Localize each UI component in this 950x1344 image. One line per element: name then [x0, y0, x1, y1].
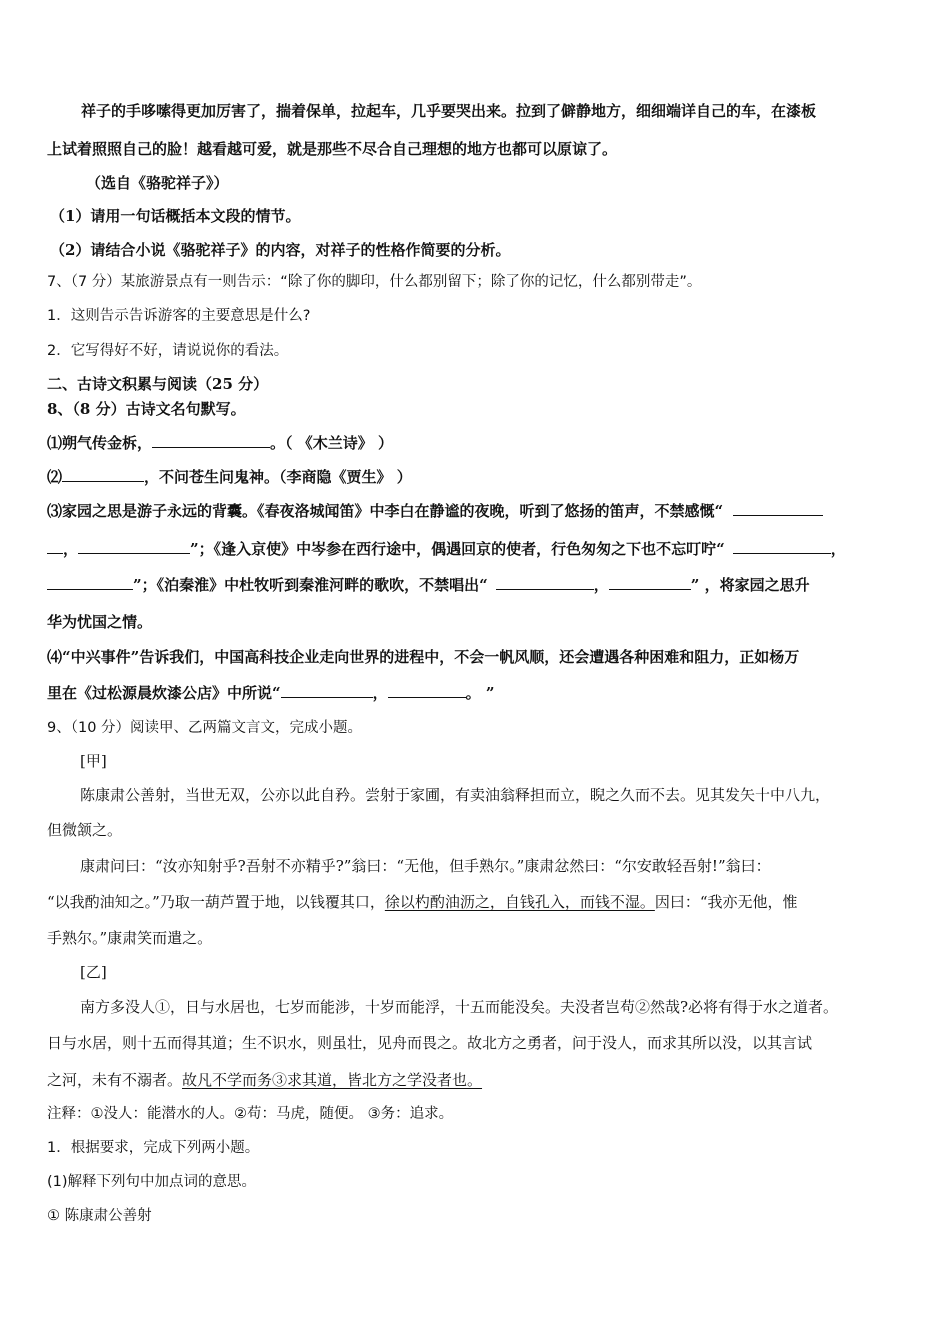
- q7-stem: 7、（7 分）某旅游景点有一则告示：“除了你的脚印，什么都别留下；除了你的记忆，什么都别带走”。: [47, 274, 702, 290]
- q8-p3-l1: ⑶家园之思是游子永远的背囊。《春夜洛城闻笛》中李白在静谧的夜晚，听到了悠扬的笛声，不禁感慨“: [47, 502, 724, 520]
- blank-6[interactable]: [47, 575, 133, 590]
- q7-item2: 2．它写得好不好，请说说你的看法。: [47, 343, 289, 359]
- q8-p3-l3a: ”；《泊秦淮》中杜牧听到秦淮河畔的歌吹，不禁唱出“: [133, 576, 488, 594]
- q8-p4-line2: [47, 683, 907, 703]
- q8-p3-l2c: ，: [830, 540, 846, 558]
- q9-yi-l2: 日与水居，则十五而得其道；生不识水，则虽壮，见舟而畏之。故北方之勇者，问于没人，而求其所以没，以其言试: [47, 1034, 813, 1052]
- q8-p3-l3b: ，: [593, 576, 609, 594]
- q8-p1-b: 。（ 《木兰诗》 ）: [270, 434, 393, 452]
- q9-jia-underlined: 徐以杓酌油沥之，自钱孔入，而钱不湿。: [384, 893, 655, 911]
- blank-1[interactable]: [152, 433, 270, 448]
- q6-sub1: （1）请用一句话概括本文段的情节。: [50, 207, 301, 225]
- q9-yi-l3: [47, 1070, 907, 1090]
- q9-yi-underlined: 故凡不学而务③求其道，皆北方之学没者也。: [182, 1071, 483, 1089]
- blank-2[interactable]: [62, 467, 144, 482]
- q9-jia-l2: 但微颔之。: [47, 821, 123, 839]
- q8-p3-l2b: ”；《逢入京使》中岑参在西行途中，偶遇回京的使者，行色匆匆之下也不忘叮咛“: [190, 540, 725, 558]
- section2-heading: 二、古诗文积累与阅读（25 分）: [47, 375, 269, 393]
- blank-10[interactable]: [388, 683, 466, 698]
- q9-yi-l3a: 之河，未有不溺者。: [47, 1071, 183, 1089]
- q9-jia-l4b: 因曰：“我亦无他，惟: [654, 893, 798, 911]
- q8-p3-l3c: ” ，将家园之思升: [690, 576, 810, 594]
- q8-p4-line1: ⑷“中兴事件”告诉我们，中国高科技企业走向世界的进程中，不会一帆风顺，还会遭遇各种困难和阻力，正如杨万: [47, 648, 800, 666]
- q9-q1-1-a: ① 陈康肃公善射: [47, 1208, 152, 1224]
- q9-yi-label: [乙]: [80, 963, 107, 981]
- q9-q1: 1．根据要求，完成下列两小题。: [47, 1140, 260, 1156]
- blank-9[interactable]: [281, 683, 373, 698]
- q9-q1-1: (1)解释下列句中加点词的意思。: [47, 1174, 257, 1190]
- q9-jia-l4a: “以我酌油知之。”乃取一葫芦置于地，以钱覆其口，: [47, 893, 385, 911]
- blank-3b[interactable]: [47, 539, 63, 554]
- q8-p4-l2c: 。 ”: [465, 684, 495, 702]
- blank-7[interactable]: [496, 575, 594, 590]
- passage-line-2: 上试着照照自己的脸！越看越可爱，就是那些不尽合自己理想的地方也都可以原谅了。: [47, 140, 618, 158]
- blank-4[interactable]: [78, 539, 190, 554]
- blank-5[interactable]: [733, 539, 831, 554]
- q8-p4-l2b: ，: [372, 684, 388, 702]
- passage-line-1: 祥子的手哆嗦得更加厉害了，揣着保单，拉起车，几乎要哭出来。拉到了僻静地方，细细端详自己的车，在漆板: [81, 102, 817, 120]
- q9-jia-l1: 陈康肃公善射，当世无双，公亦以此自矜。尝射于家圃，有卖油翁释担而立，睨之久而不去。见其发矢十中八九，: [80, 786, 831, 804]
- q8-p3-line4: 华为忧国之情。: [47, 613, 153, 631]
- q6-sub2: （2）请结合小说《骆驼祥子》的内容，对祥子的性格作简要的分析。: [50, 241, 511, 259]
- passage-source: （选自《骆驼祥子》）: [86, 174, 229, 192]
- q8-p2-b: ，不问苍生问鬼神。（李商隐《贾生》 ）: [144, 468, 412, 486]
- blank-8[interactable]: [609, 575, 691, 590]
- q8-p2-a: ⑵: [47, 468, 63, 486]
- q9-yi-l1: 南方多没人①，日与水居也，七岁而能涉，十岁而能浮，十五而能没矣。夫没者岂苟②然哉?必将有得于水之道者。: [80, 998, 839, 1016]
- q9-note: 注释：①没人：能潜水的人。②苟：马虎，随便。 ③务：追求。: [47, 1106, 454, 1122]
- q8-stem-text: 8、（8 分）古诗文名句默写。: [47, 400, 246, 418]
- q8-p3-line3: [47, 575, 907, 595]
- q7-item1: 1．这则告示告诉游客的主要意思是什么?: [47, 308, 311, 324]
- q8-p1: [47, 433, 907, 453]
- q9-jia-l3: 康肃问曰：“汝亦知射乎?吾射不亦精乎?”翁曰：“无他，但手熟尔。”康肃忿然曰：“尔安敢轻吾射!”翁曰：: [80, 857, 771, 875]
- q9-stem: 9、（10 分）阅读甲、乙两篇文言文，完成小题。: [47, 720, 363, 736]
- q8-p1-a: ⑴朔气传金柝，: [47, 434, 153, 452]
- q8-stem: [47, 399, 907, 419]
- q8-p2: [47, 467, 907, 487]
- q9-jia-l5: 手熟尔。”康肃笑而遣之。: [47, 929, 213, 947]
- q9-jia-label: [甲]: [80, 752, 107, 770]
- q8-p3-line1: [47, 501, 907, 521]
- q9-jia-l4: [47, 892, 907, 912]
- blank-3a[interactable]: [733, 501, 823, 516]
- q8-p3-l2a: ，: [63, 540, 79, 558]
- q8-p3-line2: [47, 539, 907, 559]
- q8-p4-l2a: 里在《过松源晨炊漆公店》中所说“: [47, 684, 281, 702]
